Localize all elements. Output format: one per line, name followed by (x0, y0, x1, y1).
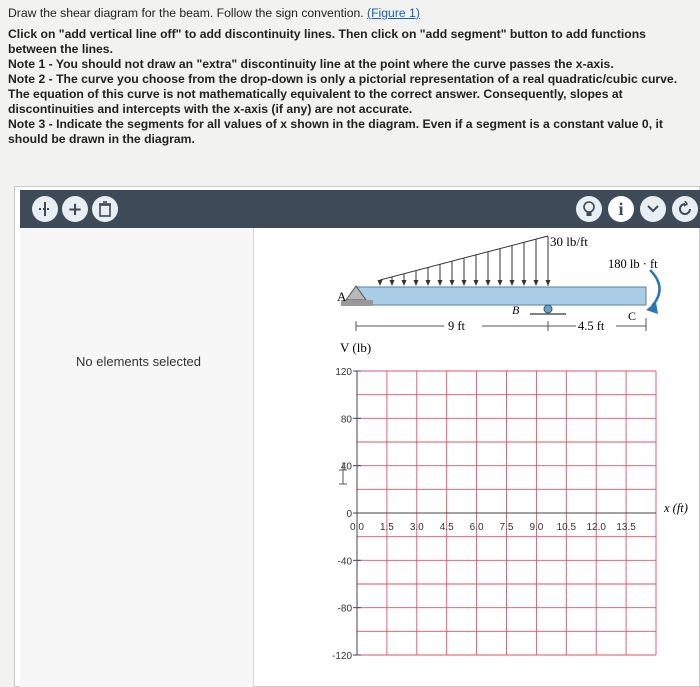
load-arrowhead (438, 280, 443, 286)
label-b: B (512, 303, 520, 317)
distributed-load (378, 236, 551, 286)
x-tick-label: 1.5 (379, 522, 394, 533)
moment-arrow (650, 270, 660, 306)
plot-grid (357, 371, 656, 655)
load-arrowhead (474, 280, 479, 286)
load-arrowhead (390, 280, 395, 286)
add-segment-icon[interactable]: + (62, 196, 88, 222)
x-tick-labels (350, 522, 636, 533)
load-arrowhead (510, 280, 515, 286)
load-arrowhead (378, 280, 383, 286)
x-tick-label: 13.5 (616, 522, 636, 533)
y-tick-label: -120 (331, 651, 352, 662)
load-arrowhead (498, 280, 503, 286)
note-3: Note 3 - Indicate the segments for all values of x shown in the diagram. Even if a segment is a constant value 0, it should be drawn in the diagram. (8, 117, 663, 146)
load-arrowhead (534, 280, 539, 286)
y-axis-label: V (lb) (340, 340, 372, 355)
x-tick-label: 9.0 (529, 522, 544, 533)
y-tick-label: 0 (346, 509, 352, 520)
beam-body (356, 287, 646, 305)
info-icon[interactable]: i (608, 196, 634, 222)
figure-link[interactable]: (Figure 1) (367, 6, 420, 20)
load-arrowhead (522, 280, 527, 286)
load-arrowhead (414, 280, 419, 286)
note-2: Note 2 - The curve you choose from the drop-down is only a pictorial representation of a real quadratic/cubic curve. The equation of this curve is not mathematically equivalent to the correct answer. Consequently, slopes at discontinuities and intercepts with the x-axis (if any) are not accurate. (8, 72, 678, 116)
y-tick-label: 120 (335, 367, 352, 378)
roller-support-b (544, 305, 552, 313)
load-arrowhead (450, 280, 455, 286)
x-axis-label: x (ft) (664, 501, 688, 515)
load-arrowhead (462, 280, 467, 286)
x-tick-label: 4.5 (439, 522, 454, 533)
x-tick-label: 0.0 (350, 522, 364, 533)
y-tick-label: 40 (340, 461, 352, 473)
x-tick-label: 10.5 (556, 522, 577, 533)
load-arrowhead (486, 280, 491, 286)
y-tick-label: 80 (340, 414, 352, 426)
beam-figure (337, 234, 660, 333)
selection-status: No elements selected (76, 354, 202, 369)
x-tick-label: 7.5 (499, 522, 514, 533)
label-a: A (337, 289, 347, 304)
x-tick-label: 3.0 (409, 522, 424, 533)
load-arrowhead (402, 280, 407, 286)
moment-label: 180 lb · ft (608, 257, 658, 271)
note-1: Note 1 - You should not draw an "extra" discontinuity line at the point where the curve passes the x-axis. (8, 57, 614, 71)
y-tick-label: -80 (337, 603, 352, 615)
x-tick-label: 12.0 (586, 522, 606, 533)
x-tick-label: 6.0 (469, 522, 484, 533)
shear-plot (332, 340, 688, 662)
load-label: 30 lb/ft (550, 234, 588, 249)
dimension-9ft: 9 ft (448, 319, 466, 333)
lead-text: Draw the shear diagram for the beam. Follow the sign convention. (8, 6, 364, 20)
label-c: C (628, 309, 637, 323)
dimension-4-5ft: 4.5 ft (578, 319, 605, 333)
instructions-line1: Click on "add vertical line off" to add discontinuity lines. Then click on "add segment" button to add functions between the lines. (8, 27, 646, 56)
y-tick-label: -40 (337, 556, 352, 568)
load-arrowhead (426, 280, 431, 286)
